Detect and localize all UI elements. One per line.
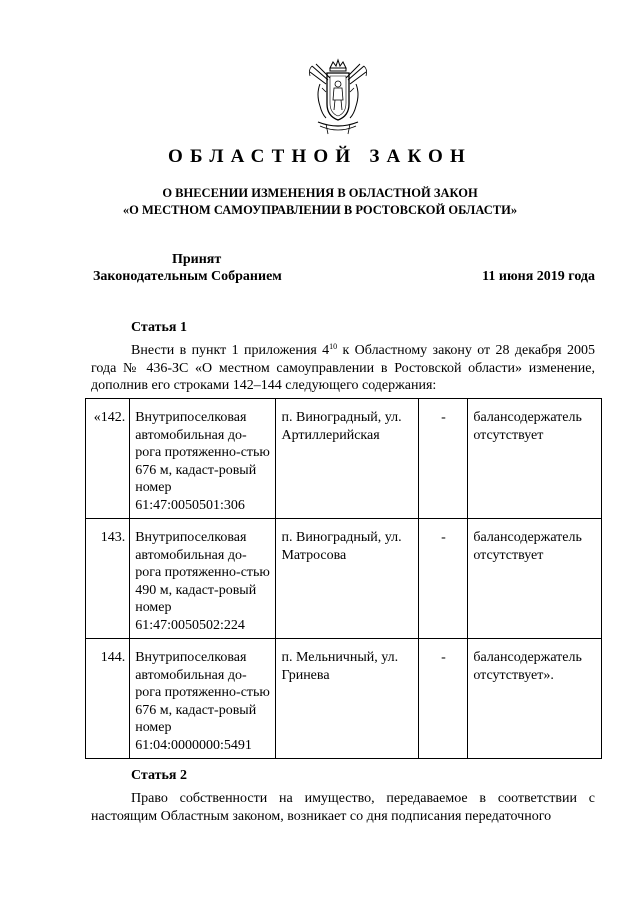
object-dash: - [418,519,468,639]
article-1-heading: Статья 1 [131,320,187,335]
table-row [86,639,602,759]
law-title: ОБЛАСТНОЙ ЗАКОН [168,146,472,167]
article-2-heading: Статья 2 [131,768,187,783]
object-name: Внутрипоселковая автомобильная до-рога протяженно-стью 490 м, кадаст-ровый номер 61:47:0050502:224 [130,519,276,639]
law-subtitle-line2: «О МЕСТНОМ САМОУПРАВЛЕНИИ В РОСТОВСКОЙ ОБЛАСТИ» [122,203,518,217]
row-number: 143. [86,519,130,639]
object-holder: балансодержатель отсутствует [468,399,602,519]
object-address: п. Виноградный, ул. Матросова [276,519,418,639]
object-dash: - [418,639,468,759]
row-number: «142. [86,399,130,519]
article-1-superscript: 10 [329,342,338,351]
object-dash: - [418,399,468,519]
row-number: 144. [86,639,130,759]
law-subtitle-line1: О ВНЕСЕНИИ ИЗМЕНЕНИЯ В ОБЛАСТНОЙ ЗАКОН [162,186,478,200]
object-name: Внутрипоселковая автомобильная до-рога протяженно-стью 676 м, кадаст-ровый номер 61:47:0050501:306 [130,399,276,519]
object-holder: балансодержатель отсутствует». [468,639,602,759]
amendment-table [85,398,602,759]
object-address: п. Мельничный, ул. Гринева [276,639,418,759]
article-2-text-body: Право собственности на имущество, передаваемое в соответствии с настоящим Областным законом, возникает со дня подписания передаточного [91,791,595,824]
coat-of-arms-icon [306,58,370,138]
adopted-label: Принят [172,252,222,267]
adopted-date: 11 июня 2019 года [482,269,595,284]
article-1-text-end: к Областному закону от 28 декабря 2005 года № 436-ЗС «О местном самоуправлении в Ростовской области» изменение, дополнив его строками 142–144 следующего содержания: [91,343,595,393]
object-holder: балансодержатель отсутствует [468,519,602,639]
article-1-text-start: Внести в пункт 1 приложения 4 [131,343,330,358]
object-name: Внутрипоселковая автомобильная до-рога протяженно-стью 676 м, кадаст-ровый номер 61:04:0000000:5491 [130,639,276,759]
article-2-text [91,790,595,825]
table-row [86,399,602,519]
table-row [86,519,602,639]
article-1-text [91,342,595,395]
object-address: п. Виноградный, ул. Артиллерийская [276,399,418,519]
adopted-by: Законодательным Собранием [93,269,282,284]
